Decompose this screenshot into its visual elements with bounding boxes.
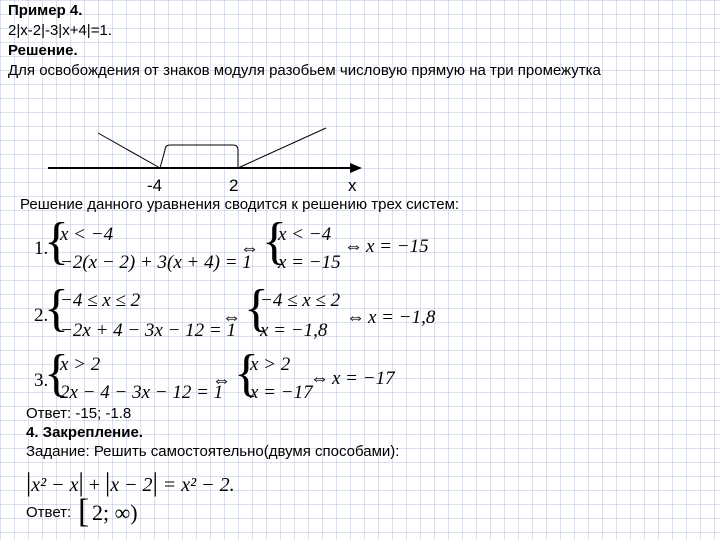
task-formula xyxy=(26,468,235,498)
system-2-arrow: ⇔ xyxy=(222,307,241,328)
right-branch xyxy=(238,128,326,168)
system-1-equation-2: x = −15 xyxy=(278,252,341,273)
solution-heading: Решение. xyxy=(8,42,78,59)
answer-2-bracket: [ xyxy=(78,493,90,530)
abs-bar-right-2: | xyxy=(152,468,158,497)
system-2-arrow-2: ⇔ xyxy=(346,307,365,328)
system-3-number: 3. xyxy=(34,370,49,391)
axis-arrowhead xyxy=(350,163,362,173)
system-1-arrow: ⇔ xyxy=(240,238,259,259)
system-3-condition: x > 2 xyxy=(60,354,101,375)
task-plus: + xyxy=(88,474,100,496)
system-3-equation: 2x − 4 − 3x − 12 = 1 xyxy=(60,382,224,403)
task-abs-1: x² − x xyxy=(31,474,79,496)
system-2-brace: { xyxy=(44,280,69,337)
system-1-arrow-2: ⇔ xyxy=(344,236,363,257)
system-1-result: x = −15 xyxy=(366,236,429,257)
system-1-number: 1. xyxy=(34,238,49,259)
number-line-diagram xyxy=(0,0,720,200)
axis-label-x: x xyxy=(348,176,357,195)
point-label-minus4: -4 xyxy=(147,176,163,195)
abs-bar-right-1: | xyxy=(78,468,84,497)
system-2-condition-2: −4 ≤ x ≤ 2 xyxy=(260,290,341,311)
system-2-result: x = −1,8 xyxy=(368,307,436,328)
abs-bar-left-1: | xyxy=(26,468,32,497)
system-1-brace-2: { xyxy=(262,213,287,270)
equation: 2|x-2|-3|x+4|=1. xyxy=(8,22,112,39)
system-3-condition-2: x > 2 xyxy=(250,354,291,375)
system-2-condition: −4 ≤ x ≤ 2 xyxy=(60,290,141,311)
answer-2-value: 2; ∞) xyxy=(92,500,138,525)
system-1-brace: { xyxy=(44,213,69,270)
system-2-equation-2: x = −1,8 xyxy=(260,320,328,341)
answer-1: Ответ: -15; -1.8 xyxy=(26,405,132,422)
middle-bracket xyxy=(160,145,238,168)
system-2-brace-2: { xyxy=(244,280,269,337)
point-label-2: 2 xyxy=(229,176,239,195)
system-3-brace-2: { xyxy=(234,345,259,402)
task-rhs: = x² − 2. xyxy=(162,474,235,496)
task-abs-2: x − 2 xyxy=(110,474,153,496)
system-3-equation-2: x = −17 xyxy=(250,382,313,403)
system-1-condition-2: x < −4 xyxy=(278,224,332,245)
system-3-result: x = −17 xyxy=(332,368,395,389)
system-3-arrow: ⇔ xyxy=(212,370,231,391)
reduce-text: Решение данного уравнения сводится к решению трех систем: xyxy=(20,196,460,213)
task-text: Задание: Решить самостоятельно(двумя способами): xyxy=(26,443,400,460)
abs-bar-left-2: | xyxy=(104,468,111,497)
section-heading: 4. Закрепление. xyxy=(26,424,143,441)
example-title: Пример 4. xyxy=(8,2,83,19)
intro-text: Для освобождения от знаков модуля разобьем числовую прямую на три промежутка xyxy=(8,62,601,79)
left-branch xyxy=(98,133,160,168)
system-2-number: 2. xyxy=(34,305,49,326)
system-1-condition: x < −4 xyxy=(60,224,114,245)
system-3-arrow-2: ⇔ xyxy=(310,368,329,389)
system-2-equation: −2x + 4 − 3x − 12 = 1 xyxy=(60,320,236,341)
answer-2-label: Ответ: xyxy=(26,504,72,521)
system-1-equation: −2(x − 2) + 3(x + 4) = 1 xyxy=(60,252,252,273)
system-3-brace: { xyxy=(44,345,69,402)
